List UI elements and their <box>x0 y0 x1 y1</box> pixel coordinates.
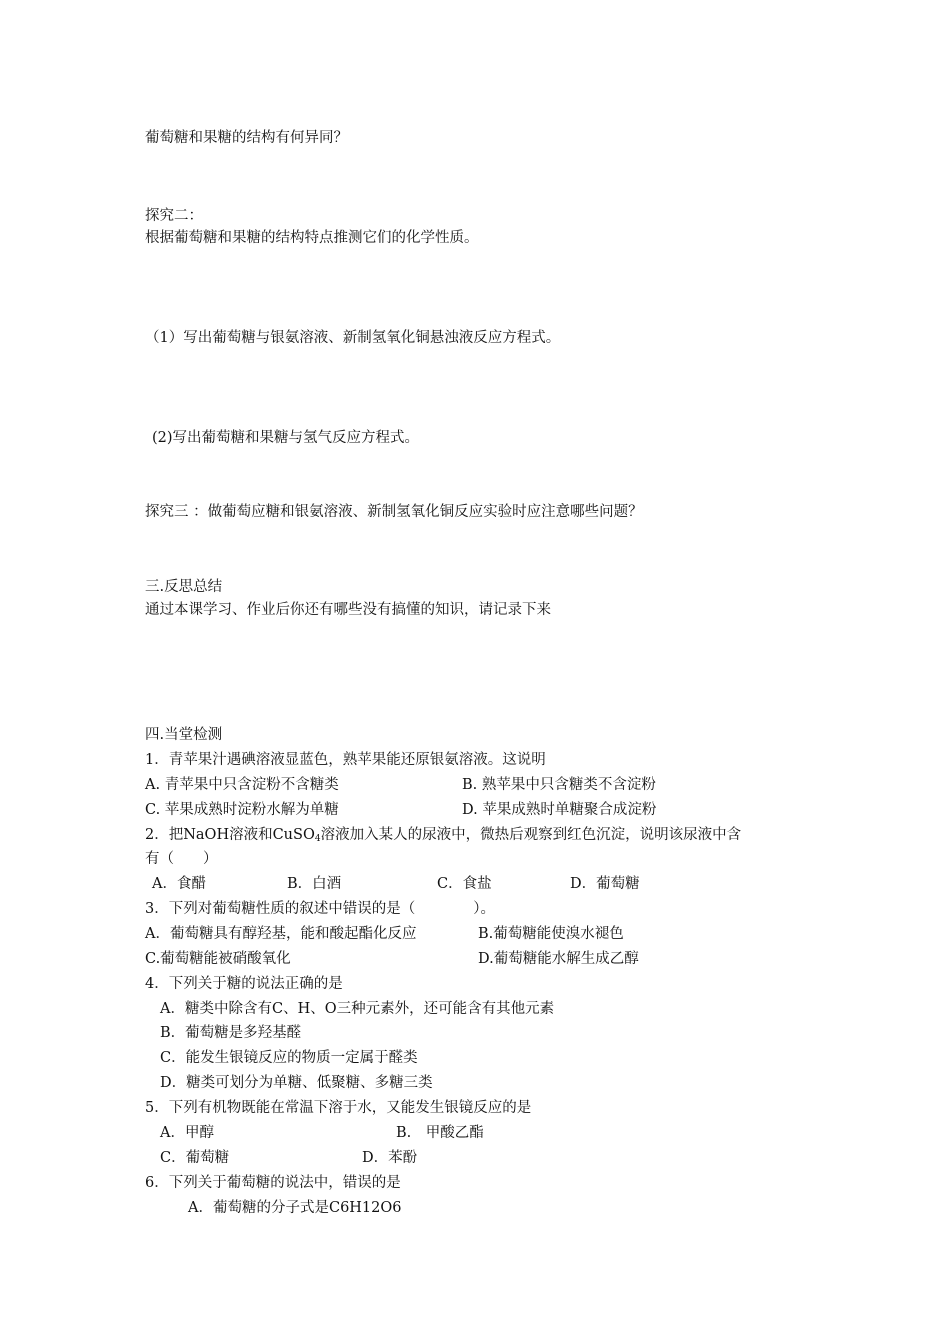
explore2-item-2: (2)写出葡萄糖和果糖与氢气反应方程式。 <box>152 430 420 446</box>
q1-stem: 1．青苹果汁遇碘溶液显蓝色，熟苹果能还原银氨溶液。这说明 <box>145 752 546 768</box>
q1-option-b: B. 熟苹果中只含糖类不含淀粉 <box>462 777 656 793</box>
q4-option-a: A．糖类中除含有C、H、O三种元素外，还可能含有其他元素 <box>160 1001 555 1017</box>
explore2-heading: 探究二： <box>145 208 203 224</box>
q6-option-a: A．葡萄糖的分子式是C6H12O6 <box>188 1200 402 1216</box>
q1-option-d: D. 苹果成熟时单糖聚合成淀粉 <box>462 802 657 818</box>
q4-option-d: D．糖类可划分为单糖、低聚糖、多糖三类 <box>160 1075 433 1091</box>
q3-stem: 3．下列对葡萄糖性质的叙述中错误的是（ ）。 <box>145 901 495 917</box>
explore2-text: 根据葡萄糖和果糖的结构特点推测它们的化学性质。 <box>145 230 479 246</box>
reflect-text: 通过本课学习、作业后你还有哪些没有搞懂的知识，请记录下来 <box>145 602 551 618</box>
q2-stem-cont: 有（ ） <box>145 851 218 867</box>
q3-option-d: D.葡萄糖能水解生成乙醇 <box>478 951 639 967</box>
explore3: 探究三 ：做葡萄应糖和银氨溶液、新制氢氧化铜反应实验时应注意哪些问题？ <box>145 504 643 520</box>
explore2-item-1: （1）写出葡萄糖与银氨溶液、新制氢氧化铜悬浊液反应方程式。 <box>145 330 561 346</box>
q2-stem: 2．把NaOH溶液和CuSO$_4$溶液加入某人的尿液中，微热后观察到红色沉淀，说明该尿液中含 <box>145 827 742 844</box>
q5-stem: 5．下列有机物既能在常温下溶于水，又能发生银镜反应的是 <box>145 1100 532 1116</box>
q3-option-c: C.葡萄糖能被硝酸氧化 <box>145 951 291 967</box>
q4-stem: 4．下列关于糖的说法正确的是 <box>145 976 343 992</box>
q1-option-a: A. 青苹果中只含淀粉不含糖类 <box>145 777 339 793</box>
reflect-heading: 三.反思总结 <box>145 579 223 595</box>
question-structure: 葡萄糖和果糖的结构有何异同？ <box>145 130 348 146</box>
q2-option-b: B．白酒 <box>287 876 342 892</box>
q2-option-a: A．食醋 <box>152 876 206 892</box>
q3-option-b: B.葡萄糖能使溴水褪色 <box>478 926 624 942</box>
q3-option-a: A．葡萄糖具有醇羟基，能和酸起酯化反应 <box>145 926 417 942</box>
q1-option-c: C. 苹果成熟时淀粉水解为单糖 <box>145 802 339 818</box>
q5-option-a: A．甲醇 <box>160 1125 214 1141</box>
test-heading: 四.当堂检测 <box>145 727 223 743</box>
q5-option-c: C．葡萄糖 <box>160 1150 230 1166</box>
q6-stem: 6．下列关于葡萄糖的说法中，错误的是 <box>145 1175 401 1191</box>
q5-option-d: D．苯酚 <box>362 1150 418 1166</box>
q2-option-d: D．葡萄糖 <box>570 876 640 892</box>
q2-option-c: C．食盐 <box>437 876 492 892</box>
q4-option-c: C．能发生银镜反应的物质一定属于醛类 <box>160 1050 418 1066</box>
q5-option-b: B. 甲酸乙酯 <box>396 1125 484 1141</box>
q4-option-b: B．葡萄糖是多羟基醛 <box>160 1025 302 1041</box>
